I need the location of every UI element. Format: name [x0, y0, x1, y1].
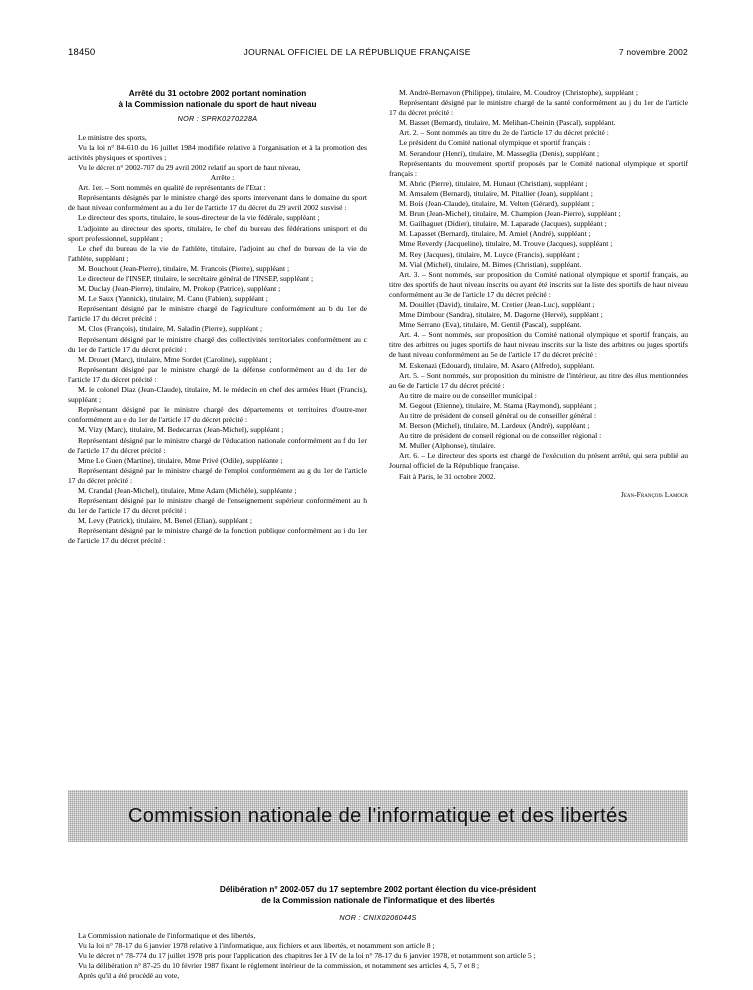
- paragraph: Le ministre des sports,: [78, 132, 147, 142]
- paragraph: Le directeur de l'INSEP, titulaire, le secrétaire général de l'INSEP, suppléant ;: [78, 274, 314, 284]
- paragraph: Le président du Comité national olympique et sportif français :: [399, 138, 591, 148]
- paragraph: M. Clos (François), titulaire, M. Saladin (Pierre), suppléant ;: [78, 324, 263, 334]
- paragraph: M. Amsalem (Bernard), titulaire, M. Pitallier (Jean), suppléant ;: [399, 188, 593, 198]
- paragraph: M. Serandour (Henri), titulaire, M. Masseglia (Denis), suppléant ;: [399, 148, 600, 158]
- paragraph: Représentant désigné par le ministre chargé de la défense conformément au d du 1er de l'article 17 du décret précité :: [68, 364, 367, 384]
- article-1-lead: Art. 1er. – Sont nommés en qualité de représentants de l'Etat :: [78, 183, 266, 193]
- paragraph: Représentant désigné par le ministre chargé de l'enseignement supérieur conformément au h du 1er de l'article 17 du décret précité :: [68, 496, 367, 516]
- article-2-lead: Art. 2. – Sont nommés au titre du 2e de l'article 17 du décret précité :: [399, 128, 609, 138]
- paragraph: Vu la loi n° 78-17 du 6 janvier 1978 relative à l'informatique, aux fichiers et aux libertés, et notamment son article 8 ;: [78, 940, 435, 950]
- bottom-article: [68, 884, 688, 981]
- paragraph: Représentant désigné par le ministre chargé de l'emploi conformément au g du 1er de l'article 17 du décret précité :: [68, 465, 367, 485]
- paragraph: Mme Reverdy (Jacqueline), titulaire, M. Trouve (Jacques), suppléant ;: [399, 239, 613, 249]
- bottom-title-line1: Délibération n° 2002-057 du 17 septembre 2002 portant élection du vice-président: [219, 885, 537, 894]
- paragraph: Vu le décret n° 78-774 du 17 juillet 1978 pris pour l'application des chapitres Ier à IV de la loi n° 78-17 du 6 janvier 1978, et notamment son article 5 ;: [78, 950, 536, 960]
- section-banner-title: Commission nationale de l'informatique et des libertés: [127, 804, 629, 827]
- paragraph: M. Eskenazi (Edouard), titulaire, M. Asaro (Alfredo), suppléant.: [399, 360, 595, 370]
- article-5-lead: Art. 5. – Sont nommés, sur proposition du ministre de l'intérieur, au titre des élus mentionnées au 6e de l'article 17 du décret précité :: [389, 370, 688, 390]
- paragraph: L'adjointe au directeur des sports, titulaire, le chef du bureau des fédérations unisport et du sport professionnel, suppléant ;: [68, 223, 367, 243]
- paragraph: M. Le Saux (Yannick), titulaire, M. Canu (Fabien), suppléant ;: [78, 294, 268, 304]
- paragraph: M. Bois (Jean-Claude), titulaire, M. Velten (Gérard), suppléant ;: [399, 199, 594, 209]
- paragraph: M. Basset (Bernard), titulaire, M. Melihan-Cheinin (Pascal), suppléant.: [399, 118, 616, 128]
- section-banner: [68, 790, 688, 842]
- article-title-line1: Arrêté du 31 octobre 2002 portant nomination: [128, 89, 307, 98]
- paragraph: Représentant désigné par le ministre chargé de l'éducation nationale conformément au f du 1er de l'article 17 du décret précité :: [68, 435, 367, 455]
- paragraph: M. André-Bernavon (Philippe), titulaire, M. Coudroy (Christophe), suppléant ;: [399, 88, 638, 97]
- paragraph: M. Drouet (Marc), titulaire, Mme Sordet (Caroline), suppléant ;: [78, 354, 272, 364]
- article-title-line2: à la Commission nationale du sport de haut niveau: [118, 100, 317, 110]
- publication-date: 7 novembre 2002: [618, 47, 688, 57]
- right-column: [389, 88, 688, 738]
- place-and-date: Fait à Paris, le 31 octobre 2002.: [399, 471, 496, 481]
- paragraph: M. Douillet (David), titulaire, M. Cretier (Jean-Luc), suppléant ;: [399, 299, 595, 309]
- paragraph: M. Duclay (Jean-Pierre), titulaire, M. Prokop (Patrice), suppléant ;: [78, 284, 281, 294]
- paragraph: M. Muller (Alphonse), titulaire.: [399, 441, 496, 451]
- paragraph: La Commission nationale de l'informatique et des libertés,: [78, 930, 256, 940]
- paragraph: M. Vial (Michel), titulaire, M. Bimes (Christian), suppléant.: [399, 259, 582, 269]
- article-columns: [68, 88, 688, 738]
- paragraph: Vu la délibération n° 87-25 du 10 février 1987 fixant le règlement intérieur de la commission, et notamment ses articles 4, 5, 7 et 8 ;: [78, 960, 480, 970]
- page-header: [68, 47, 688, 58]
- paragraph: M. Lapasset (Bernard), titulaire, M. Amiel (André), suppléant ;: [399, 229, 591, 239]
- paragraph: M. Gegout (Etienne), titulaire, M. Stama (Raymond), suppléant ;: [399, 400, 597, 410]
- paragraph: M. Rey (Jacques), titulaire, M. Luyce (Francis), suppléant ;: [399, 249, 580, 259]
- paragraph: Mme Serrano (Eva), titulaire, M. Gentil (Pascal), suppléant.: [399, 320, 582, 330]
- paragraph: M. Vizy (Marc), titulaire, M. Bedecarrax (Jean-Michel), suppléant ;: [78, 425, 284, 435]
- paragraph: Représentants désignés par le ministre chargé des sports intervenant dans le domaine du sport de haut niveau conformément au a du 1er de l'article 17 du décret du 29 avril 2002 susvisé :: [68, 193, 367, 213]
- paragraph: Vu la loi n° 84-610 du 16 juillet 1984 modifiée relative à l'organisation et à la promotion des activités physiques et sportives ;: [68, 142, 367, 162]
- article-6: Art. 6. – Le directeur des sports est chargé de l'exécution du présent arrêté, qui sera publié au Journal officiel de la République française.: [389, 451, 688, 471]
- left-column: [68, 88, 367, 738]
- paragraph: Le directeur des sports, titulaire, le sous-directeur de la vie fédérale, suppléant ;: [78, 213, 320, 223]
- signature: Jean-François Lamour: [620, 489, 688, 499]
- paragraph: M. Berson (Michel), titulaire, M. Lardeux (André), suppléant ;: [399, 421, 590, 431]
- paragraph: M. Crandal (Jean-Michel), titulaire, Mme Adam (Michèle), suppléante ;: [78, 485, 297, 495]
- paragraph: M. Bouchout (Jean-Pierre), titulaire, M. Francois (Pierre), suppléant ;: [78, 263, 290, 273]
- paragraph: Représentant désigné par le ministre chargé des départements et territoires d'outre-mer conformément au e du 1er de l'article 17 du décret précité :: [68, 405, 367, 425]
- paragraph: Représentant désigné par le ministre chargé des collectivités territoriales conformément au c du 1er de l'article 17 du décret précité :: [68, 334, 367, 354]
- paragraph: Mme Dimbour (Sandra), titulaire, M. Dagorne (Hervé), suppléant ;: [399, 310, 603, 320]
- article-4-lead: Art. 4. – Sont nommés, sur proposition du Comité national olympique et sportif français, au titre des arbitres ou juges sportifs de haut niveau inscrits sur la liste des arbitres ou juges sportifs de haut niveau conformément au 5e de l'article 17 du décret précité :: [389, 330, 688, 360]
- paragraph: M. Brun (Jean-Michel), titulaire, M. Champion (Jean-Pierre), suppléant ;: [399, 209, 621, 219]
- paragraph: Après qu'il a été procédé au vote,: [78, 971, 180, 981]
- bottom-title-line2: de la Commission nationale de l'informatique et des libertés: [261, 896, 495, 906]
- paragraph: Représentant désigné par le ministre chargé de l'agriculture conformément au b du 1er de l'article 17 du décret précité :: [68, 304, 367, 324]
- paragraph: Représentant désigné par le ministre chargé de la fonction publique conformément au i du 1er de l'article 17 du décret précité :: [68, 526, 367, 546]
- bottom-article-title: [68, 884, 688, 906]
- paragraph: Représentants du mouvement sportif proposés par le Comité national olympique et sportif français :: [389, 158, 688, 178]
- article-nor: NOR : SPRK0270228A: [177, 114, 258, 124]
- paragraph: M. Gailhaguet (Didier), titulaire, M. Laparade (Jacques), suppléant ;: [399, 219, 607, 229]
- paragraph: M. Levy (Patrick), titulaire, M. Benel (Elian), suppléant ;: [78, 516, 252, 526]
- paragraph: Mme Le Guen (Martine), titulaire, Mme Privé (Odile), suppléante ;: [78, 455, 283, 465]
- bottom-article-nor: NOR : CNIX0206044S: [339, 913, 417, 923]
- paragraph: Vu le décret n° 2002-707 du 29 avril 2002 relatif au sport de haut niveau,: [78, 162, 301, 172]
- paragraph: Le chef du bureau de la vie de l'athlète, titulaire, l'adjoint au chef de bureau de la vie de l'athlète, suppléant ;: [68, 243, 367, 263]
- paragraph: Représentant désigné par le ministre chargé de la santé conformément au j du 1er de l'article 17 du décret précité :: [389, 98, 688, 118]
- article-3-lead: Art. 3. – Sont nommés, sur proposition du Comité national olympique et sportif français, au titre des sportifs de haut niveau inscrits ou ayant été inscrits sur la liste des sportifs de haut niveau conformément au 3e de l'article 17 du décret précité :: [389, 269, 688, 299]
- journal-title: JOURNAL OFFICIEL DE LA RÉPUBLIQUE FRANÇAISE: [243, 47, 471, 57]
- paragraph: Au titre de président de conseil régional ou de conseiller régional :: [399, 431, 602, 441]
- arrete-label: Arrête :: [210, 173, 235, 183]
- paragraph: M. le colonel Diaz (Jean-Claude), titulaire, M. le médecin en chef des armées Huet (Francis), suppléant ;: [68, 385, 367, 405]
- paragraph: Au titre de maire ou de conseiller municipal :: [399, 390, 537, 400]
- folio-number: 18450: [68, 47, 96, 58]
- article-title: [68, 88, 367, 110]
- paragraph: Au titre de président de conseil général ou de conseiller général :: [399, 411, 597, 420]
- paragraph: M. Abric (Pierre), titulaire, M. Hunaut (Christian), suppléant ;: [399, 178, 588, 188]
